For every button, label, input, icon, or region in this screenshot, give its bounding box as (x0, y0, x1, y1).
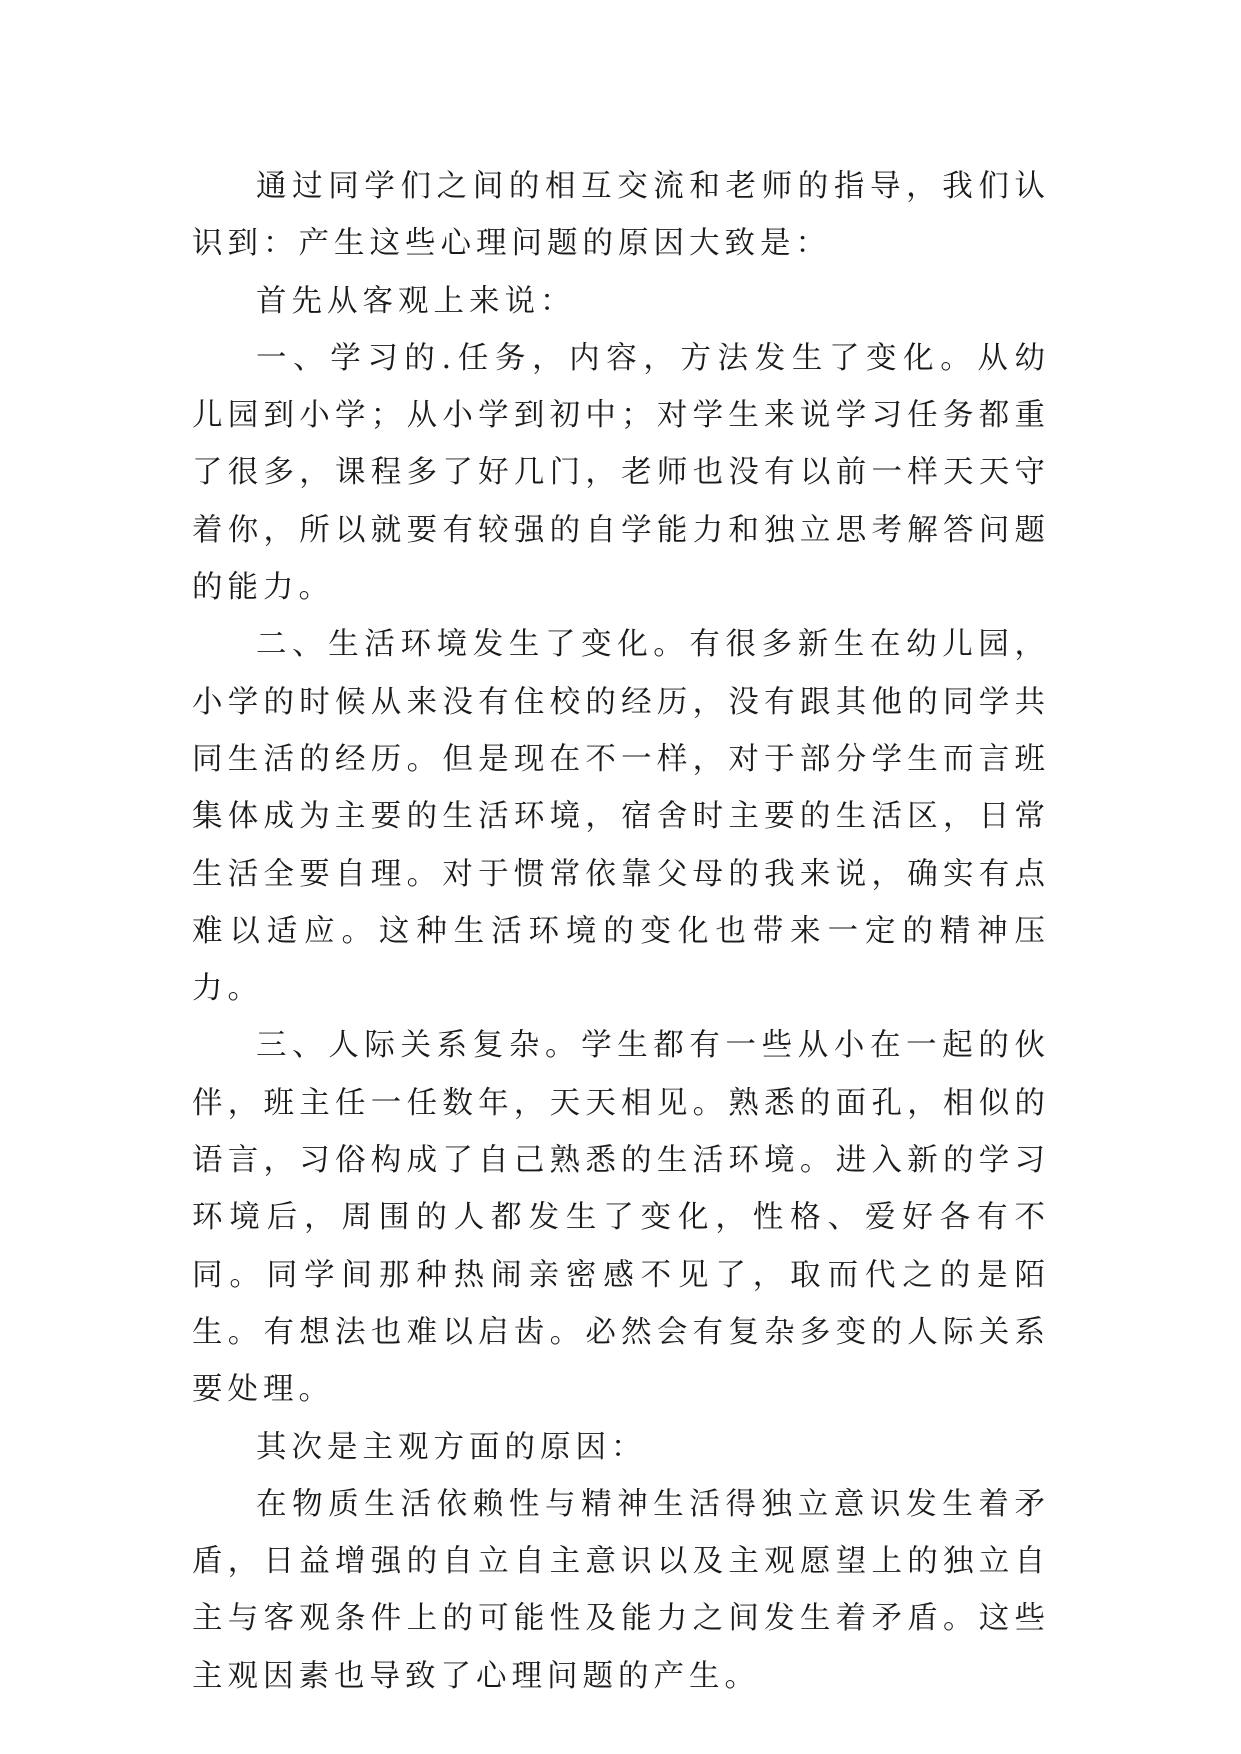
paragraph-subjective-reasons: 在物质生活依赖性与精神生活得独立意识发生着矛盾，日益增强的自立自主意识以及主观愿望上的独立自主与客观条件上的可能性及能力之间发生着矛盾。这些主观因素也导致了心理问题的产生。 (192, 1486, 1050, 1694)
paragraph-study-change: 一、学习的.任务，内容，方法发生了变化。从幼儿园到小学；从小学到初中；对学生来说学习任务都重了很多，课程多了好几门，老师也没有以前一样天天守着你，所以就要有较强的自学能力和独立思考解答问题的能力。 (192, 340, 1050, 606)
document-body (192, 158, 1050, 1705)
paragraph-relationships: 三、人际关系复杂。学生都有一些从小在一起的伙伴，班主任一任数年，天天相见。熟悉的面孔，相似的语言，习俗构成了自己熟悉的生活环境。进入新的学习环境后，周围的人都发生了变化，性格、爱好各有不同。同学间那种热闹亲密感不见了，取而代之的是陌生。有想法也难以启齿。必然会有复杂多变的人际关系要处理。 (192, 1028, 1050, 1408)
paragraph-intro: 通过同学们之间的相互交流和老师的指导，我们认识到：产生这些心理问题的原因大致是： (192, 169, 1050, 262)
paragraph-objective-heading: 首先从客观上来说： (256, 283, 576, 319)
paragraph-living-environment: 二、生活环境发生了变化。有很多新生在幼儿园，小学的时候从来没有住校的经历，没有跟其他的同学共同生活的经历。但是现在不一样，对于部分学生而言班集体成为主要的生活环境，宿舍时主要的生活区，日常生活全要自理。对于惯常依靠父母的我来说，确实有点难以适应。这种生活环境的变化也带来一定的精神压力。 (192, 627, 1050, 1007)
paragraph-subjective-heading: 其次是主观方面的原因： (256, 1429, 647, 1465)
